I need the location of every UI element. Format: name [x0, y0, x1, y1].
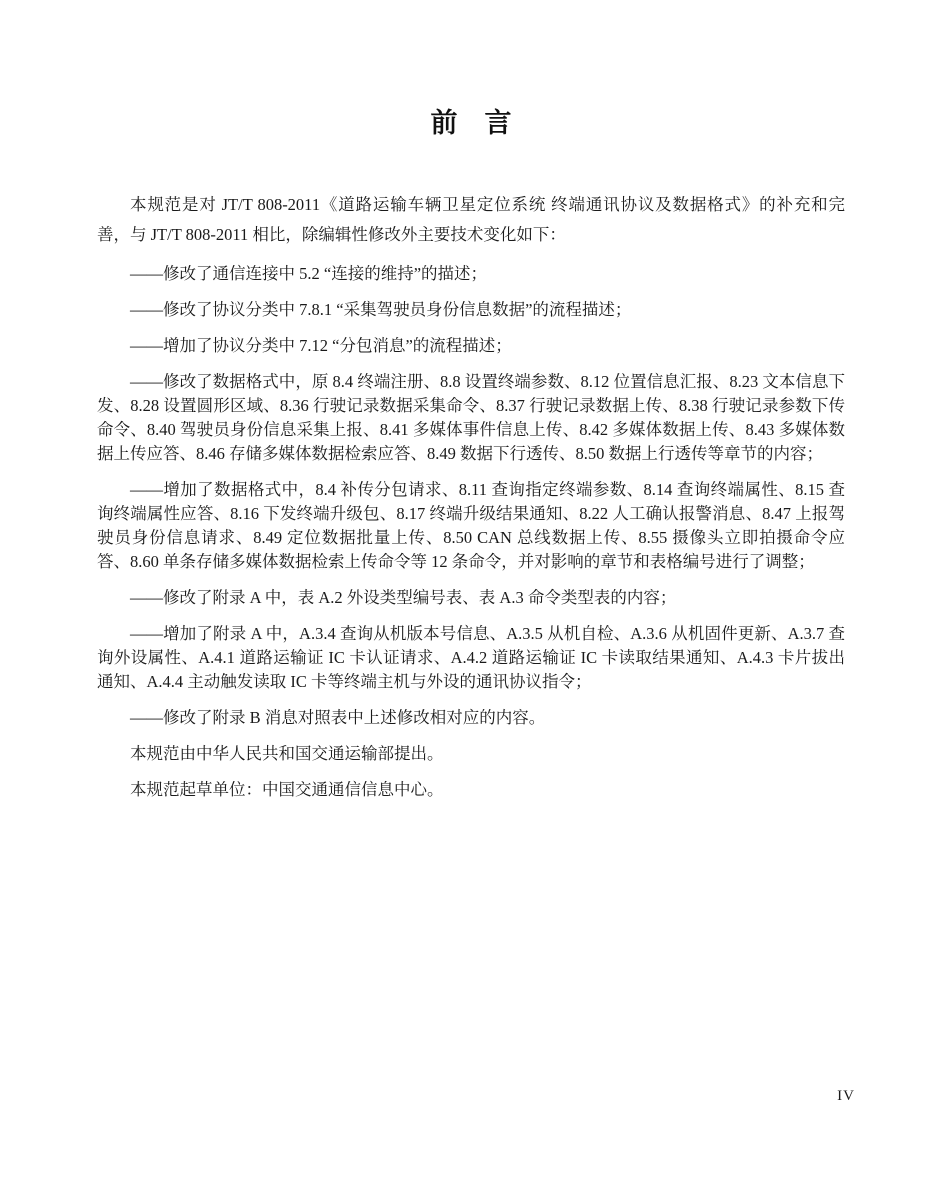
paragraph-intro: 本规范是对 JT/T 808-2011《道路运输车辆卫星定位系统 终端通讯协议及数据格式》的补充和完善，与 JT/T 808-2011 相比，除编辑性修改外主要技术变化如下： [97, 195, 845, 244]
paragraph-bullet: ——修改了通信连接中 5.2 “连接的维持”的描述； [130, 264, 488, 283]
page-title: 前 言 [430, 108, 512, 138]
paragraph-bullet: ——修改了数据格式中，原 8.4 终端注册、8.8 设置终端参数、8.12 位置信息汇报、8.23 文本信息下发、8.28 设置圆形区域、8.36 行驶记录数据采集命令、8.37 行驶记录数据上传、8.38 行驶记录参数下传命令、8.40 驾驶员身份信息采集上报、8.41 多媒体事件信息上传、8.42 多媒体数据上传、8.43 多媒体数据上传应答、8.46 存储多媒体数据检索应答、8.49 数据下行透传、8.50 数据上行透传等章节的内容； [97, 372, 845, 463]
foreword-body [97, 190, 845, 802]
page-content [97, 108, 845, 814]
paragraph-bullet: ——增加了数据格式中，8.4 补传分包请求、8.11 查询指定终端参数、8.14 查询终端属性、8.15 查询终端属性应答、8.16 下发终端升级包、8.17 终端升级结果通知、8.22 人工确认报警消息、8.47 上报驾驶员身份信息请求、8.49 定位数据批量上传、8.50 CAN 总线数据上传、8.55 摄像头立即拍摄命令应答、8.60 单条存储多媒体数据检索上传命令等 12 条命令，并对影响的章节和表格编号进行了调整； [97, 480, 846, 571]
paragraph-bullet: ——修改了附录 B 消息对照表中上述修改相对应的内容。 [130, 708, 546, 727]
paragraph-plain: 本规范由中华人民共和国交通运输部提出。 [130, 744, 444, 763]
paragraph-bullet: ——修改了附录 A 中，表 A.2 外设类型编号表、表 A.3 命令类型表的内容； [130, 588, 677, 607]
paragraph-bullet: ——增加了协议分类中 7.12 “分包消息”的流程描述； [130, 336, 512, 355]
paragraph-bullet: ——修改了协议分类中 7.8.1 “采集驾驶员身份信息数据”的流程描述； [130, 300, 632, 319]
page-number: IV [837, 1088, 855, 1104]
paragraph-bullet: ——增加了附录 A 中，A.3.4 查询从机版本号信息、A.3.5 从机自检、A.3.6 从机固件更新、A.3.7 查询外设属性、A.4.1 道路运输证 IC 卡认证请求、A.4.2 道路运输证 IC 卡读取结果通知、A.4.3 卡片拔出通知、A.4.4 主动触发读取 IC 卡等终端主机与外设的通讯协议指令； [97, 624, 845, 691]
paragraph-plain: 本规范起草单位：中国交通通信信息中心。 [130, 780, 444, 799]
